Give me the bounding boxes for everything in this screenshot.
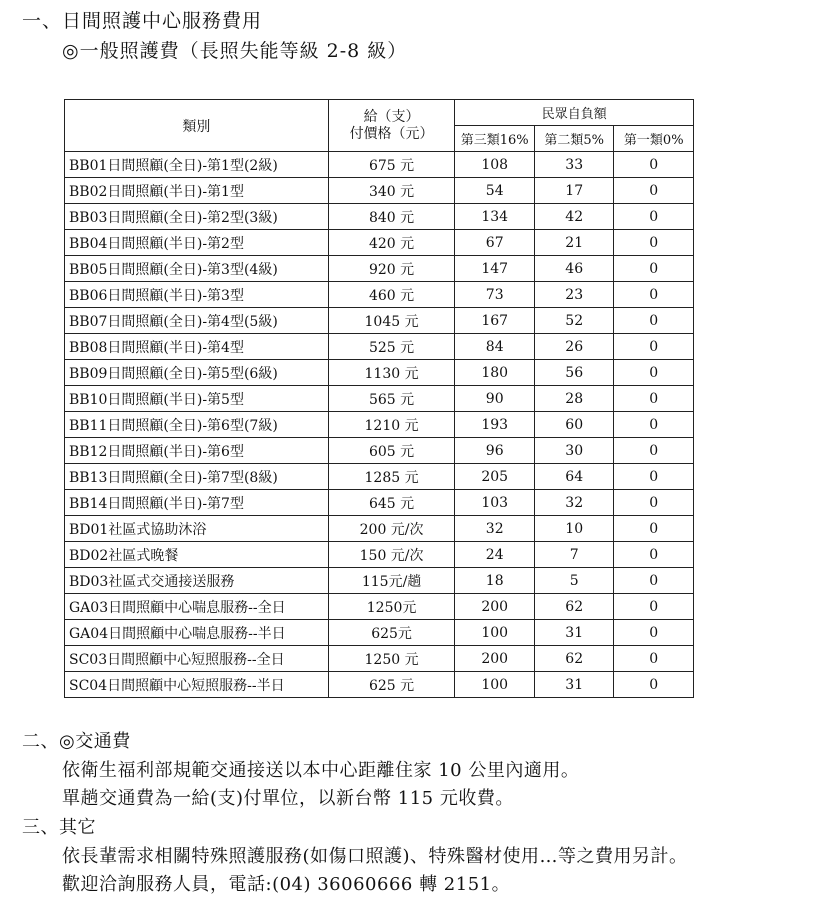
table-row	[65, 282, 694, 308]
row-copay-5: 23	[534, 282, 614, 308]
row-price: 340 元	[328, 178, 455, 204]
row-copay-5: 31	[534, 672, 614, 698]
row-name: GA03日間照顧中心喘息服務--全日	[65, 594, 329, 620]
row-copay-5: 33	[534, 152, 614, 178]
header-copay-0: 第一類0%	[614, 126, 694, 152]
section3-title: 三、其它	[22, 817, 96, 838]
row-name: BD03社區式交通接送服務	[65, 568, 329, 594]
row-copay-5: 21	[534, 230, 614, 256]
table-row	[65, 594, 694, 620]
row-copay-16: 167	[455, 308, 535, 334]
row-copay-0: 0	[614, 282, 694, 308]
table-row	[65, 256, 694, 282]
row-price: 1045 元	[328, 308, 455, 334]
row-copay-16: 84	[455, 334, 535, 360]
row-copay-16: 54	[455, 178, 535, 204]
row-price: 840 元	[328, 204, 455, 230]
row-copay-5: 62	[534, 594, 614, 620]
header-price	[328, 100, 455, 152]
row-name: BD02社區式晚餐	[65, 542, 329, 568]
row-name: BB03日間照顧(全日)-第2型(3級)	[65, 204, 329, 230]
table-row	[65, 516, 694, 542]
row-price: 420 元	[328, 230, 455, 256]
row-price: 525 元	[328, 334, 455, 360]
row-copay-16: 200	[455, 646, 535, 672]
sub-heading: ◎一般照護費（長照失能等級 2-8 級）	[62, 40, 408, 62]
row-name: SC03日間照顧中心短照服務--全日	[65, 646, 329, 672]
row-copay-16: 32	[455, 516, 535, 542]
row-copay-5: 64	[534, 464, 614, 490]
section2-line2: 單趟交通費為一給(支)付單位，以新台幣 115 元收費。	[62, 788, 514, 809]
row-copay-0: 0	[614, 594, 694, 620]
row-copay-0: 0	[614, 464, 694, 490]
fee-table	[64, 99, 694, 698]
row-name: BB11日間照顧(全日)-第6型(7級)	[65, 412, 329, 438]
row-price: 1285 元	[328, 464, 455, 490]
row-copay-0: 0	[614, 620, 694, 646]
row-copay-16: 103	[455, 490, 535, 516]
row-copay-0: 0	[614, 334, 694, 360]
fee-table-body	[65, 152, 694, 698]
row-copay-0: 0	[614, 490, 694, 516]
row-copay-16: 24	[455, 542, 535, 568]
header-copay-group: 民眾自負額	[455, 100, 694, 126]
header-copay-5: 第二類5%	[534, 126, 614, 152]
row-copay-5: 28	[534, 386, 614, 412]
table-row	[65, 334, 694, 360]
row-copay-5: 60	[534, 412, 614, 438]
row-copay-16: 100	[455, 620, 535, 646]
row-copay-16: 90	[455, 386, 535, 412]
row-copay-0: 0	[614, 178, 694, 204]
row-copay-16: 18	[455, 568, 535, 594]
row-copay-0: 0	[614, 256, 694, 282]
table-row	[65, 360, 694, 386]
row-price: 115元/趟	[328, 568, 455, 594]
section2-title: 二、◎交通費	[22, 731, 131, 752]
row-name: BB08日間照顧(半日)-第4型	[65, 334, 329, 360]
row-copay-0: 0	[614, 204, 694, 230]
table-row	[65, 178, 694, 204]
row-copay-0: 0	[614, 152, 694, 178]
row-copay-0: 0	[614, 386, 694, 412]
row-copay-0: 0	[614, 438, 694, 464]
row-name: BD01社區式協助沐浴	[65, 516, 329, 542]
header-price-line2: 付價格（元）	[349, 125, 434, 142]
header-copay-16: 第三類16%	[455, 126, 535, 152]
row-copay-0: 0	[614, 230, 694, 256]
header-price-line1: 給（支）	[363, 108, 420, 125]
row-name: BB06日間照顧(半日)-第3型	[65, 282, 329, 308]
table-row	[65, 672, 694, 698]
row-copay-16: 96	[455, 438, 535, 464]
row-price: 625 元	[328, 672, 455, 698]
row-copay-0: 0	[614, 308, 694, 334]
row-price: 565 元	[328, 386, 455, 412]
row-copay-5: 52	[534, 308, 614, 334]
table-row	[65, 386, 694, 412]
header-category: 類別	[65, 100, 329, 152]
row-name: BB13日間照顧(全日)-第7型(8級)	[65, 464, 329, 490]
row-name: BB05日間照顧(全日)-第3型(4級)	[65, 256, 329, 282]
row-copay-5: 10	[534, 516, 614, 542]
row-copay-5: 46	[534, 256, 614, 282]
row-price: 1130 元	[328, 360, 455, 386]
row-copay-5: 7	[534, 542, 614, 568]
table-row	[65, 152, 694, 178]
table-row	[65, 412, 694, 438]
row-name: BB02日間照顧(半日)-第1型	[65, 178, 329, 204]
table-row	[65, 620, 694, 646]
row-copay-5: 17	[534, 178, 614, 204]
row-copay-5: 62	[534, 646, 614, 672]
row-name: BB07日間照顧(全日)-第4型(5級)	[65, 308, 329, 334]
row-price: 1210 元	[328, 412, 455, 438]
row-copay-16: 100	[455, 672, 535, 698]
row-name: BB12日間照顧(半日)-第6型	[65, 438, 329, 464]
row-name: BB04日間照顧(半日)-第2型	[65, 230, 329, 256]
row-copay-5: 56	[534, 360, 614, 386]
row-copay-5: 26	[534, 334, 614, 360]
row-price: 200 元/次	[328, 516, 455, 542]
row-price: 1250元	[328, 594, 455, 620]
row-name: BB10日間照顧(半日)-第5型	[65, 386, 329, 412]
row-price: 1250 元	[328, 646, 455, 672]
row-copay-0: 0	[614, 516, 694, 542]
row-copay-0: 0	[614, 568, 694, 594]
row-price: 150 元/次	[328, 542, 455, 568]
row-price: 920 元	[328, 256, 455, 282]
page-heading: 一、日間照護中心服務費用	[22, 10, 263, 32]
row-copay-0: 0	[614, 646, 694, 672]
row-copay-16: 193	[455, 412, 535, 438]
row-name: BB09日間照顧(全日)-第5型(6級)	[65, 360, 329, 386]
row-copay-16: 180	[455, 360, 535, 386]
table-row	[65, 646, 694, 672]
row-copay-5: 42	[534, 204, 614, 230]
row-copay-5: 5	[534, 568, 614, 594]
row-copay-0: 0	[614, 360, 694, 386]
row-name: SC04日間照顧中心短照服務--半日	[65, 672, 329, 698]
row-copay-16: 67	[455, 230, 535, 256]
row-copay-5: 30	[534, 438, 614, 464]
section3-line2: 歡迎洽詢服務人員，電話:(04) 36060666 轉 2151。	[62, 874, 511, 895]
row-copay-16: 134	[455, 204, 535, 230]
row-copay-16: 205	[455, 464, 535, 490]
row-price: 625元	[328, 620, 455, 646]
row-price: 675 元	[328, 152, 455, 178]
row-name: BB01日間照顧(全日)-第1型(2級)	[65, 152, 329, 178]
row-price: 645 元	[328, 490, 455, 516]
row-copay-0: 0	[614, 672, 694, 698]
section2-line1: 依衛生福利部規範交通接送以本中心距離住家 10 公里內適用。	[62, 760, 580, 781]
row-copay-0: 0	[614, 542, 694, 568]
row-copay-16: 147	[455, 256, 535, 282]
row-copay-5: 31	[534, 620, 614, 646]
table-row	[65, 438, 694, 464]
row-copay-16: 108	[455, 152, 535, 178]
row-name: GA04日間照顧中心喘息服務--半日	[65, 620, 329, 646]
row-price: 605 元	[328, 438, 455, 464]
section3-line1: 依長輩需求相關特殊照護服務(如傷口照護)、特殊醫材使用…等之費用另計。	[62, 846, 688, 867]
table-row	[65, 204, 694, 230]
row-copay-0: 0	[614, 412, 694, 438]
row-price: 460 元	[328, 282, 455, 308]
row-copay-5: 32	[534, 490, 614, 516]
table-row	[65, 542, 694, 568]
table-row	[65, 490, 694, 516]
table-row	[65, 230, 694, 256]
table-row	[65, 464, 694, 490]
table-row	[65, 568, 694, 594]
row-copay-16: 200	[455, 594, 535, 620]
row-name: BB14日間照顧(半日)-第7型	[65, 490, 329, 516]
row-copay-16: 73	[455, 282, 535, 308]
table-row	[65, 308, 694, 334]
